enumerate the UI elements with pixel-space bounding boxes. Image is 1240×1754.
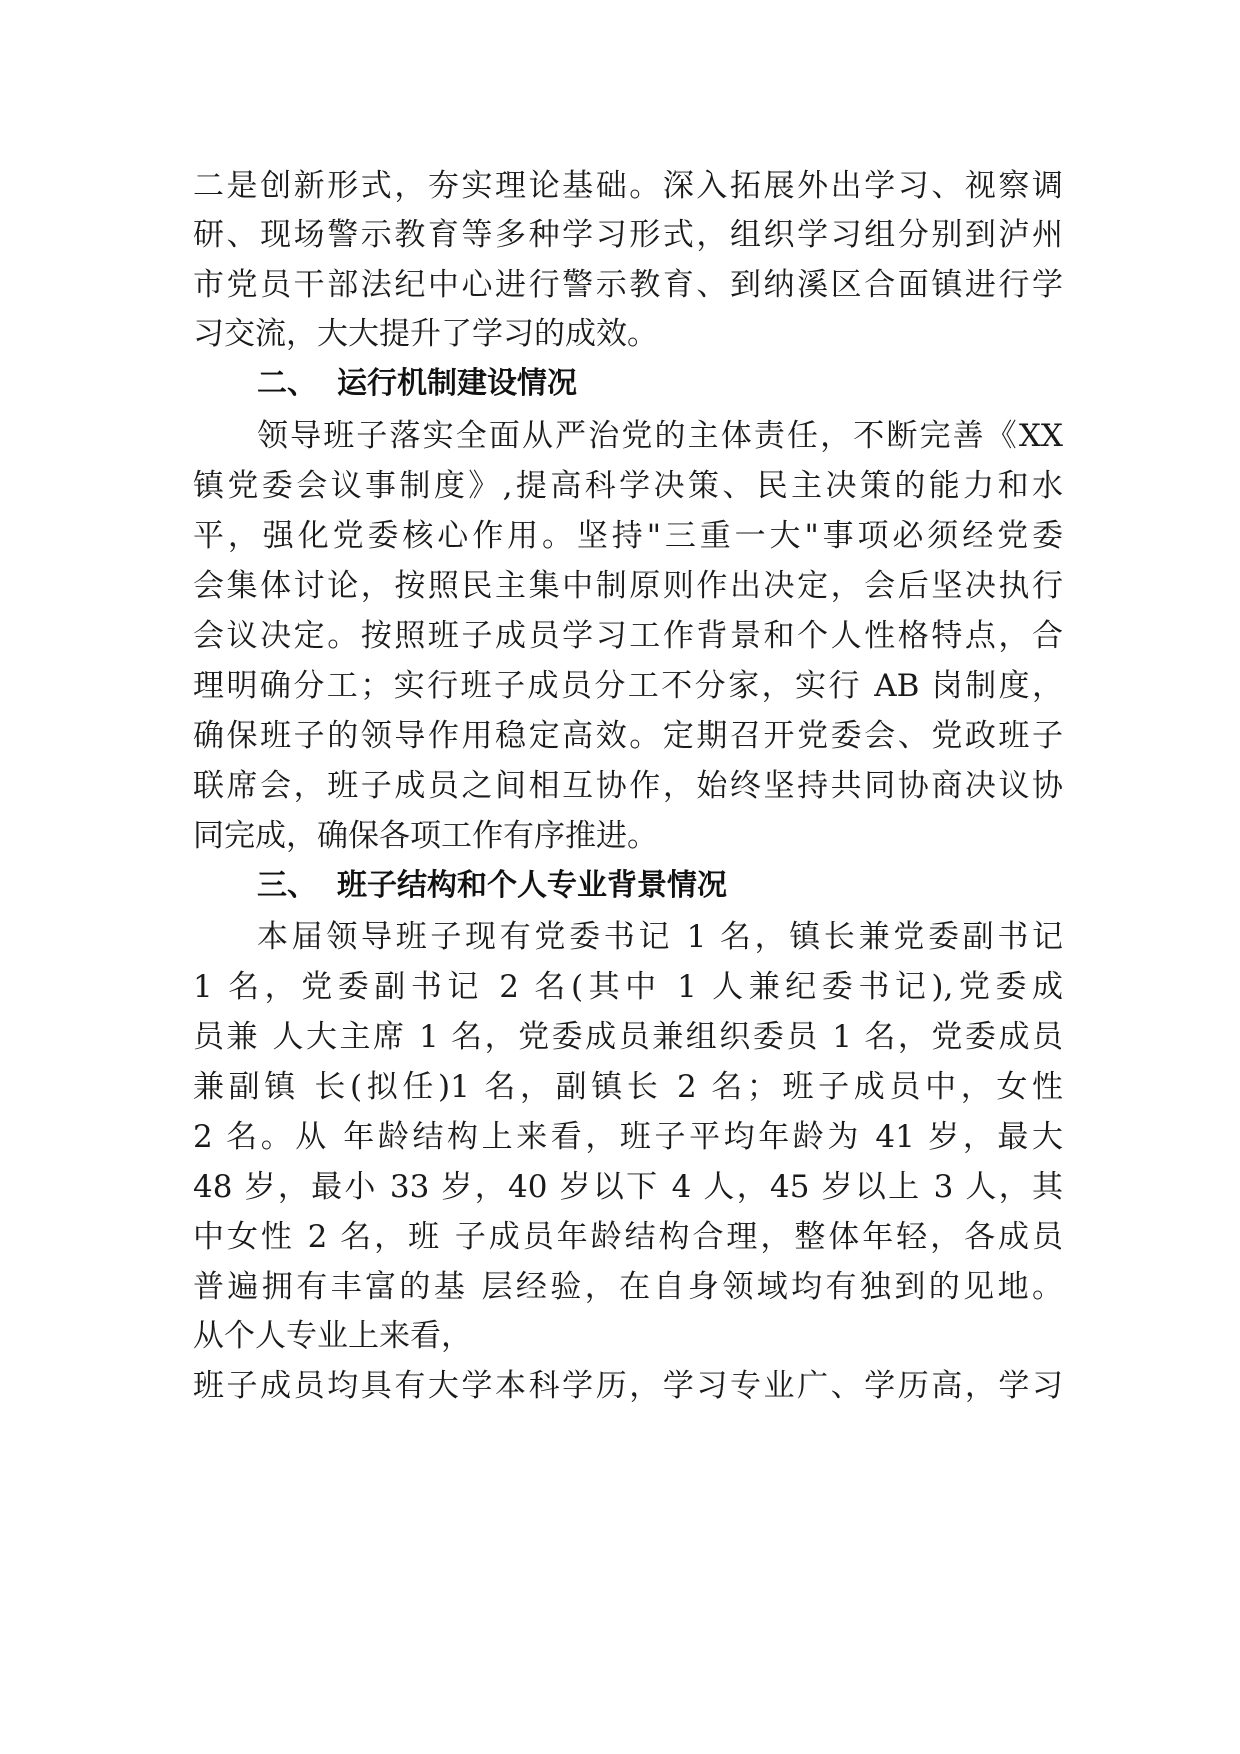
paragraph-line: 平，强化党委核心作用。坚持"三重一大"事项必须经党委 [193,518,1063,554]
paragraph-line: 确保班子的领导作用稳定高效。定期召开党委会、党政班子 [193,718,1063,754]
section-number: 二、 [257,366,317,401]
paragraph-line: 联席会，班子成员之间相互协作，始终坚持共同协商决议协 [193,768,1063,804]
paragraph-line: 员兼 人大主席 1 名，党委成员兼组织委员 1 名，党委成员 [193,1019,1063,1055]
paragraph-line: 从个人专业上来看， [193,1318,472,1354]
paragraph-line: 兼副镇 长(拟任)1 名，副镇长 2 名；班子成员中，女性 [193,1069,1063,1105]
paragraph-line: 班子成员均具有大学本科学历，学习专业广、学历高，学习 [193,1368,1063,1404]
paragraph-line: 市党员干部法纪中心进行警示教育、到纳溪区合面镇进行学 [193,267,1063,303]
paragraph-line: 2 名。从 年龄结构上来看，班子平均年龄为 41 岁，最大 [193,1119,1063,1155]
section-title: 班子结构和个人专业背景情况 [337,868,727,903]
section-title: 运行机制建设情况 [337,366,577,401]
paragraph-line: 领导班子落实全面从严治党的主体责任，不断完善《XX [257,418,1063,454]
paragraph-line: 普遍拥有丰富的基 层经验，在自身领域均有独到的见地。 [193,1269,1063,1305]
paragraph-line: 会集体讨论，按照民主集中制原则作出决定，会后坚决执行 [193,568,1063,604]
section-heading-2 [257,364,577,404]
section-heading-3 [257,866,727,906]
paragraph-line: 中女性 2 名，班 子成员年龄结构合理，整体年轻，各成员 [193,1219,1063,1255]
paragraph-line: 48 岁，最小 33 岁，40 岁以下 4 人，45 岁以上 3 人，其 [193,1169,1063,1205]
paragraph-line: 同完成，确保各项工作有序推进。 [193,818,658,854]
section-number: 三、 [257,868,317,903]
paragraph-line: 研、现场警示教育等多种学习形式，组织学习组分别到泸州 [193,217,1063,253]
paragraph-line: 会议决定。按照班子成员学习工作背景和个人性格特点，合 [193,618,1063,654]
paragraph-line: 二是创新形式，夯实理论基础。深入拓展外出学习、视察调 [193,168,1063,204]
paragraph-line: 习交流，大大提升了学习的成效。 [193,316,658,352]
paragraph-line: 本届领导班子现有党委书记 1 名，镇长兼党委副书记 [257,919,1063,955]
paragraph-line: 理明确分工；实行班子成员分工不分家，实行 AB 岗制度， [193,668,1063,704]
paragraph-line: 1 名，党委副书记 2 名(其中 1 人兼纪委书记),党委成 [193,969,1063,1005]
paragraph-line: 镇党委会议事制度》,提高科学决策、民主决策的能力和水 [193,468,1063,504]
